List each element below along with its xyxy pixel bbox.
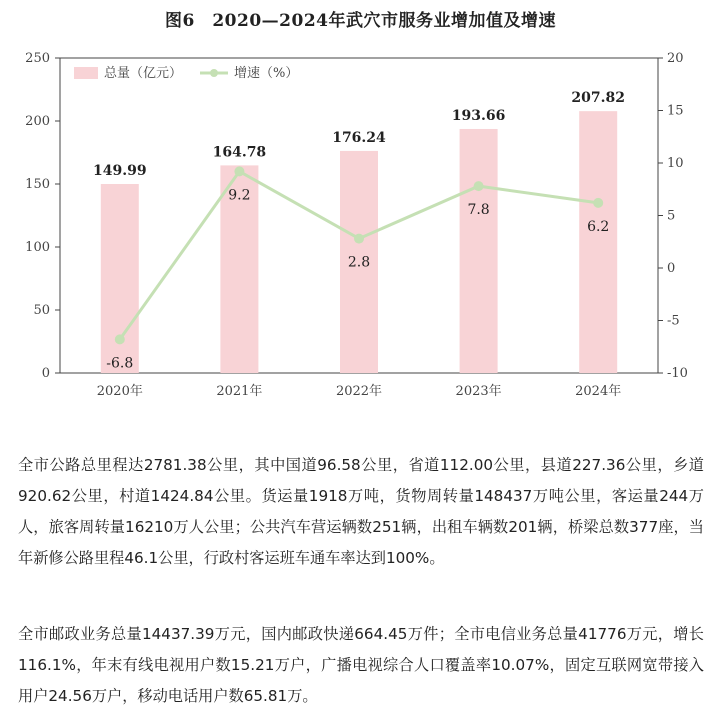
- bar-value-label: 193.66: [451, 107, 506, 124]
- bar-2020: [101, 184, 139, 373]
- right-tick-label: 20: [667, 51, 684, 66]
- x-tick-label: 2024年: [575, 384, 622, 399]
- growth-value-label: 2.8: [347, 254, 371, 271]
- growth-value-label: 6.2: [587, 218, 610, 235]
- legend-bar-swatch: [74, 67, 98, 79]
- left-tick-label: 50: [33, 303, 50, 318]
- legend-bar-label: 总量（亿元）: [104, 66, 183, 81]
- chart: [0, 40, 721, 410]
- x-axis-ticks: [97, 383, 621, 399]
- growth-point-2021: [234, 166, 244, 176]
- paragraph-telecom: 全市邮政业务总量14437.39万元，国内邮政快递664.45万件；全市电信业务总量41776万元，增长116.1%，年末有线电视用户数15.21万户，广播电视综合人口覆盖率10.07%，固定互联网宽带接入用户24.56万户，移动电话用户数65.81万。: [18, 625, 704, 705]
- right-tick-label: 15: [667, 103, 684, 119]
- right-tick-label: 10: [667, 156, 684, 171]
- chart-title: 图6 2020—2024年武穴市服务业增加值及增速: [165, 11, 556, 31]
- growth-value-label: 7.8: [467, 202, 490, 219]
- left-tick-label: 100: [25, 240, 50, 255]
- growth-value-label: 9.2: [228, 187, 251, 204]
- right-tick-label: 5: [667, 208, 676, 224]
- left-axis-ticks: [25, 51, 60, 381]
- right-tick-label: -10: [667, 366, 688, 381]
- bar-value-label: 207.82: [571, 90, 625, 107]
- bar-2024: [579, 111, 617, 373]
- bar-value-label: 176.24: [332, 129, 386, 146]
- bar-value-label: 149.99: [93, 163, 147, 180]
- legend-line-marker: [210, 69, 218, 77]
- growth-point-2022: [354, 234, 364, 244]
- growth-point-2023: [474, 181, 484, 191]
- right-tick-label: -5: [667, 313, 680, 329]
- paragraph-transport: 全市公路总里程达2781.38公里，其中国道96.58公里，省道112.00公里，县道227.36公里，乡道920.62公里，村道1424.84公里。货运量1918万吨，货物周转量148437万吨公里，客运量244万人，旅客周转量16210万人公里；公共汽车营运辆数251辆，出租车辆数201辆，桥梁总数377座，当年新修公路里程46.1公里，行政村客运班车通车率达到100%。: [18, 456, 704, 567]
- right-axis-ticks: [658, 51, 688, 381]
- x-tick-label: 2021年: [216, 384, 263, 399]
- x-tick-label: 2022年: [335, 384, 383, 399]
- x-tick-label: 2023年: [455, 384, 502, 399]
- left-tick-label: 0: [41, 366, 50, 381]
- legend: [74, 65, 298, 81]
- left-tick-label: 200: [25, 114, 50, 129]
- growth-point-2020: [115, 334, 125, 344]
- bar-value-label: 164.78: [212, 144, 267, 161]
- legend-line-label: 增速（%）: [234, 66, 299, 81]
- left-tick-label: 250: [25, 51, 50, 66]
- right-tick-label: 0: [667, 261, 676, 276]
- left-tick-label: 150: [25, 177, 50, 192]
- bar-2023: [460, 129, 498, 373]
- x-tick-label: 2020年: [96, 384, 143, 399]
- growth-value-label: -6.8: [106, 355, 134, 372]
- growth-point-2024: [593, 198, 603, 208]
